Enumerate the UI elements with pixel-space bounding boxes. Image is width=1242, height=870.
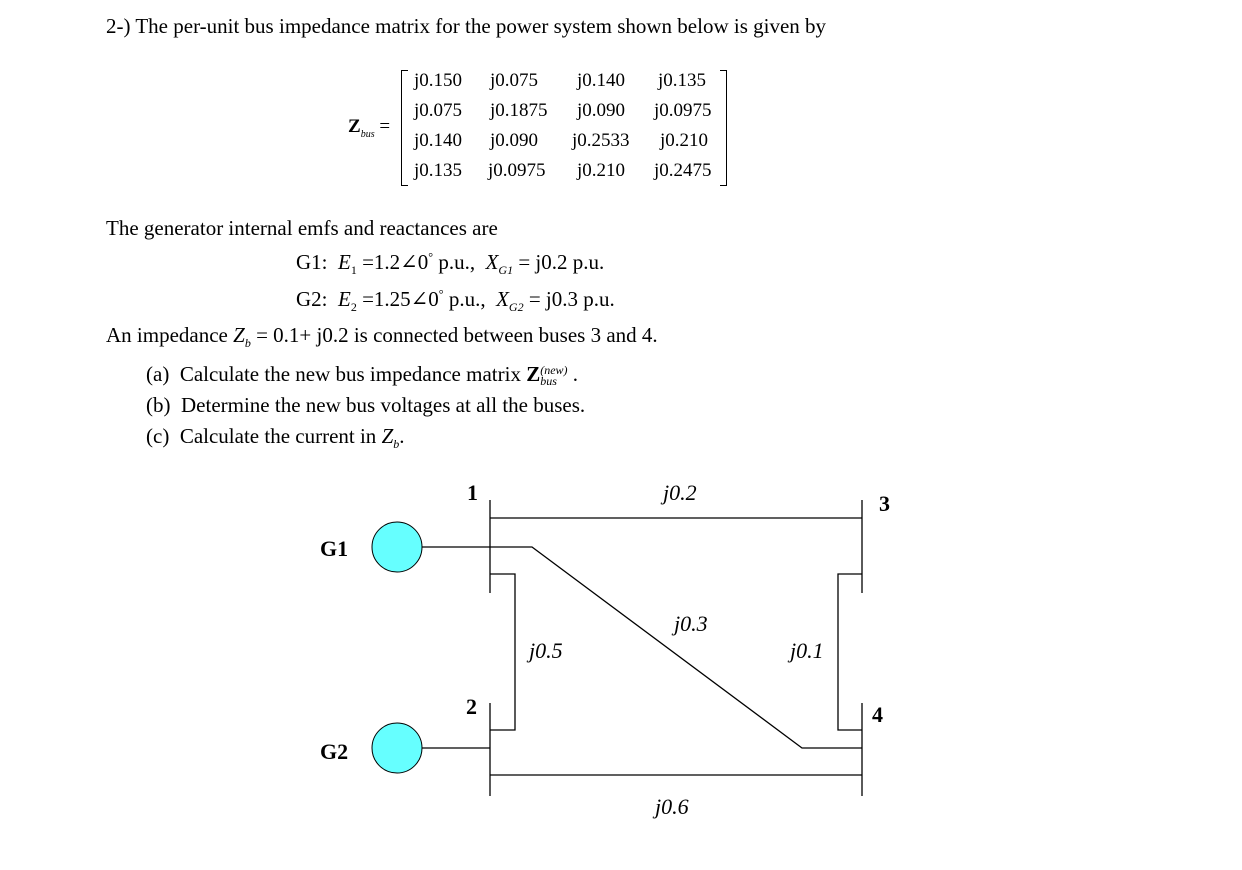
matrix-cell: j0.090 [490,130,539,151]
matrix-cell: j0.075 [414,100,463,121]
zb-value: = 0.1+ j0.2 [256,323,349,347]
part-a-label: (a) [146,362,170,386]
line-2-4-label: j0.6 [655,794,689,819]
g1-emf-symbol: E [338,250,351,274]
g1-label: G1: [296,250,328,274]
matrix-cell: j0.210 [577,160,626,181]
g2-reactance-unit: p.u. [583,287,615,311]
g2-emf-symbol: E [338,287,351,311]
impedance-pre: An impedance [106,323,228,347]
matrix-cell: j0.2475 [654,160,712,181]
matrix-cell: j0.0975 [654,100,712,121]
matrix-cell: j0.0975 [488,160,546,181]
problem-heading: 2-) The per-unit bus impedance matrix for the power system shown below is given by [106,14,827,38]
bus-4-label: 4 [872,702,883,727]
g1-emf-subscript: 1 [350,263,357,278]
line-3-4 [838,574,862,730]
line-1-2 [490,574,515,730]
g1-reactance-subscript: G1 [498,263,514,278]
g1-emf-value: =1.2∠0 [362,250,429,274]
g2-reactance-value: = j0.3 [528,287,579,311]
g1-generator-icon [372,522,422,572]
part-c-label: (c) [146,424,170,448]
part-c-text: Calculate the current in [179,424,377,448]
zbus-symbol: Z [348,116,361,137]
generator-intro: The generator internal emfs and reactances are [106,216,498,240]
g2-emf-value: =1.25∠0 [362,287,439,311]
zbus-subscript: bus [360,128,375,140]
part-a-text: Calculate the new bus impedance matrix [179,362,521,386]
matrix-cell: j0.150 [414,70,463,91]
matrix-cell: j0.140 [577,70,626,91]
bus-3-label: 3 [879,491,890,516]
part-a-end: . [572,362,579,386]
g2-emf-unit: p.u., [448,287,486,311]
matrix-cell: j0.140 [414,130,463,151]
g2-label: G2 [320,739,349,764]
matrix-cell: j0.210 [660,130,709,151]
part-a-symbol: Z [526,362,541,386]
part-a-superscript: (new) [540,363,568,378]
g1-emf-unit: p.u., [438,250,476,274]
zb-symbol: Z [233,323,245,347]
part-c-symbol: Z [381,424,394,448]
bus-1-label: 1 [467,480,478,505]
line-1-2-label: j0.5 [529,638,563,663]
g2-reactance-symbol: X [496,287,509,311]
line-1-3-label: j0.2 [663,480,697,505]
bus-2-label: 2 [466,694,477,719]
zb-subscript: b [244,336,251,351]
line-1-4-label: j0.3 [674,611,708,636]
part-b-text: Determine the new bus voltages at all the buses. [181,393,586,417]
matrix-cell: j0.090 [577,100,626,121]
g1-reactance-unit: p.u. [572,250,605,274]
g2-degree: ° [438,287,444,301]
g1-label: G1 [320,536,349,561]
g1-degree: ° [428,250,434,264]
impedance-post: is connected between buses 3 and 4. [353,323,658,347]
g1-reactance-value: = j0.2 [518,250,568,274]
matrix-cell: j0.135 [414,160,463,181]
part-c-subscript: b [393,437,400,452]
part-a-subscript: bus [540,374,557,389]
matrix-cell: j0.2533 [572,130,630,151]
g1-reactance-symbol: X [485,250,499,274]
g2-reactance-subscript: G2 [508,300,524,315]
part-c-end: . [399,424,405,448]
part-b-label: (b) [146,393,171,417]
matrix-cell: j0.075 [490,70,539,91]
line-3-4-label: j0.1 [790,638,824,663]
matrix-cell: j0.1875 [490,100,548,121]
g2-emf-subscript: 2 [350,300,357,315]
matrix-cell: j0.135 [658,70,707,91]
g2-label: G2: [296,287,328,311]
g2-generator-icon [372,723,422,773]
zbus-equals: = [379,116,391,137]
